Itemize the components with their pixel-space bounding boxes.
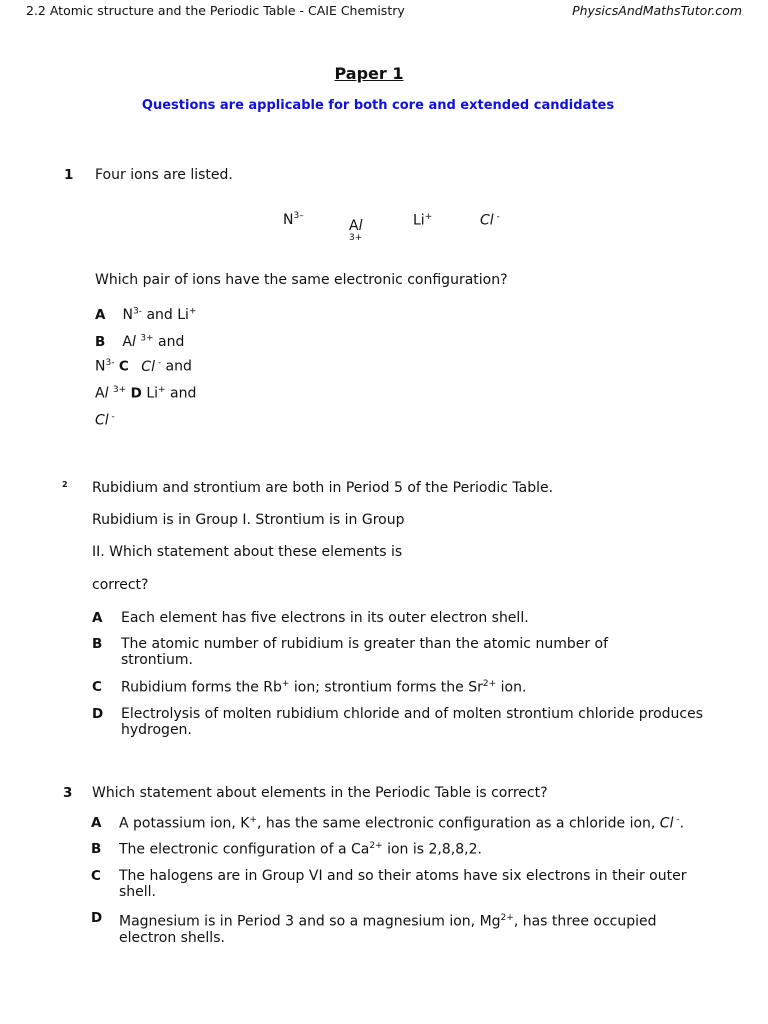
q2-option-b-text: The atomic number of rubidium is greater than the atomic number of strontium. [121, 636, 609, 668]
q3-option-a-text: A potassium ion, K+, has the same electronic configuration as a chloride ion, Cl -. [119, 815, 685, 832]
q2-option-b-letter[interactable]: B [92, 636, 103, 652]
q2-option-c-letter[interactable]: C [92, 679, 102, 695]
q3-option-d-letter[interactable]: D [91, 910, 103, 926]
q2-option-d-text: Electrolysis of molten rubidium chloride and of molten strontium chloride produces hydrogen. [121, 706, 704, 738]
ion-chloride: Cl - [480, 212, 500, 229]
q2-option-d-letter[interactable]: D [92, 706, 104, 722]
q3-option-d-text: Magnesium is in Period 3 and so a magnesium ion, $Mg^{2+}$, has three occupied electron shells. [119, 913, 657, 946]
q3-option-b-text: The electronic configuration of a $Ca^{2+}$ ion is 2,8,8,2. [119, 841, 482, 858]
question-2-line-1: Rubidium and strontium are both in Period 5 of the Periodic Table. [92, 480, 554, 496]
q1-option-d-end: Cl - [95, 412, 115, 429]
q1-option-b[interactable]: B Al $^{3+}$ and [95, 333, 185, 350]
q3-option-a-letter[interactable]: A [91, 815, 102, 831]
header-topic: 2.2 Atomic structure and the Periodic Table - CAIE Chemistry [26, 3, 405, 18]
question-3-number: 3 [63, 785, 73, 801]
q2-option-a-letter[interactable]: A [92, 610, 103, 626]
ion-aluminium: Al [349, 218, 363, 234]
paper-subtitle: Questions are applicable for both core and extended candidates [141, 98, 615, 113]
question-2-number: 2 [62, 480, 68, 489]
question-2-line-3: II. Which statement about these elements is [92, 544, 403, 560]
q2-option-c-text: Rubidium forms the Rb+ ion; strontium forms the $Sr^{2+}$ ion. [121, 679, 527, 696]
ion-nitride: $N^{3-}$ [283, 211, 304, 228]
question-3-stem: Which statement about elements in the Periodic Table is correct? [92, 785, 548, 801]
q3-option-c-text: The halogens are in Group VI and so their atoms have six electrons in their outer shell. [119, 868, 687, 900]
question-2-line-2: Rubidium is in Group I. Strontium is in Group [92, 512, 405, 528]
q3-option-c-letter[interactable]: C [91, 868, 101, 884]
q1-option-c-line[interactable]: $N^{3-}$ C Cl - and [95, 358, 192, 375]
ion-aluminium-charge: 3+ [349, 233, 363, 243]
header-site[interactable]: PhysicsAndMathsTutor.com [572, 3, 742, 18]
paper-title: Paper 1 [334, 64, 404, 83]
question-1-stem: Which pair of ions have the same electronic configuration? [95, 272, 508, 288]
question-2-line-4: correct? [92, 577, 149, 593]
q3-option-b-letter[interactable]: B [91, 841, 102, 857]
ion-lithium: Li+ [413, 212, 433, 229]
q2-option-a-text: Each element has five electrons in its outer electron shell. [121, 610, 529, 626]
question-1-number: 1 [64, 167, 74, 183]
question-1-intro: Four ions are listed. [95, 167, 233, 183]
q1-option-d-line[interactable]: Al $^{3+}$ D Li+ and [95, 385, 197, 402]
q1-option-a[interactable]: A $N^{3-}$ and Li+ [95, 306, 197, 323]
